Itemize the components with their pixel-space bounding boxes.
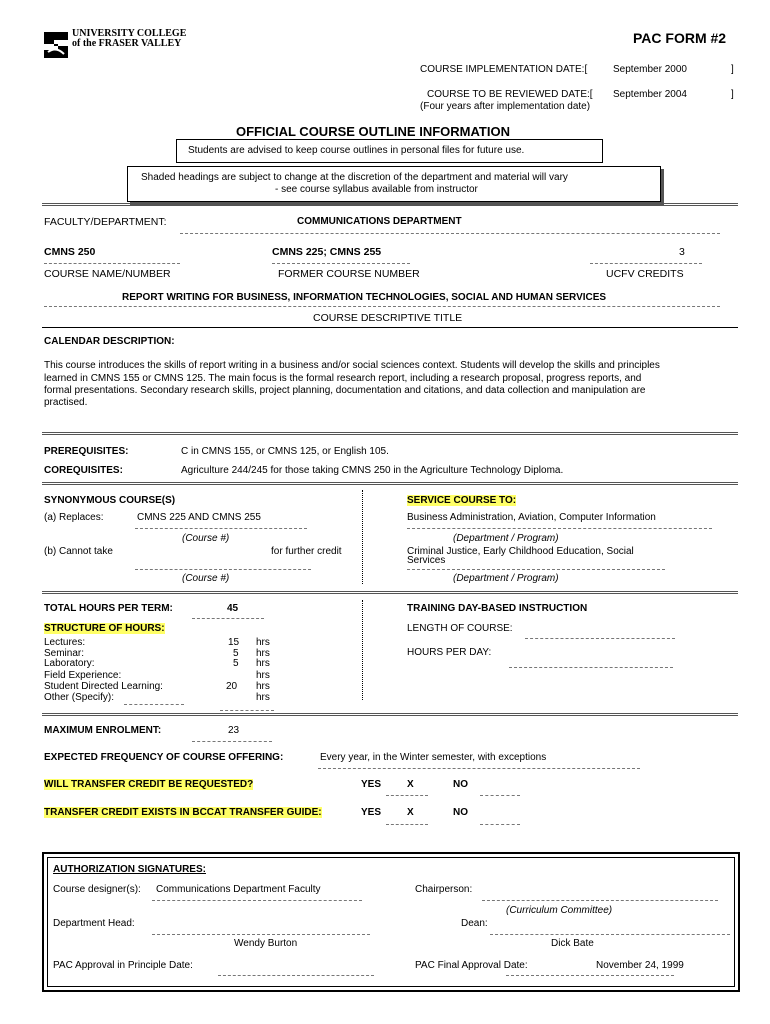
total-hours-line (192, 618, 264, 619)
bracket-column (362, 490, 366, 584)
hours-row-label: Field Experience: (44, 670, 122, 681)
transfer-yes-2: YES (361, 807, 382, 818)
service-line-1 (407, 528, 712, 529)
pac-final-line (506, 975, 674, 976)
calendar-label: CALENDAR DESCRIPTION: (44, 336, 175, 347)
impl-date-value: September 2000 (613, 64, 687, 75)
hours-row-unit: hrs (256, 648, 270, 659)
enrolment-label: MAXIMUM ENROLMENT: (44, 725, 162, 736)
structure-label: STRUCTURE OF HOURS: (44, 623, 165, 634)
enrolment-line (192, 741, 272, 742)
head-label: Department Head: (53, 918, 135, 929)
course-name-line (44, 263, 180, 264)
service-line-2 (407, 569, 665, 570)
service-label: SERVICE COURSE TO: (407, 495, 517, 506)
coreq-label: COREQUISITES: (44, 465, 123, 476)
dean-name: Dick Bate (551, 938, 594, 949)
replaces-label: (a) Replaces: (44, 512, 104, 523)
pac-final-label: PAC Final Approval Date: (415, 960, 528, 971)
transfer-question-2: TRANSFER CREDIT EXISTS IN BCCAT TRANSFER GUIDE: (44, 807, 322, 818)
pac-final-value: November 24, 1999 (596, 960, 684, 971)
pac-principle-line (218, 975, 374, 976)
faculty-value: COMMUNICATIONS DEPARTMENT (297, 216, 462, 227)
bracket-column (362, 600, 366, 700)
course-title-label: COURSE DESCRIPTIVE TITLE (313, 312, 463, 324)
hours-row-unit: hrs (256, 670, 270, 681)
frequency-value: Every year, in the Winter semester, with exceptions (320, 752, 547, 763)
hours-row-value: 5 (233, 648, 239, 659)
hours-row-unit: hrs (256, 658, 270, 669)
cannot-take-suffix: for further credit (271, 546, 342, 557)
calendar-line-2: learned in CMNS 155 or CMNS 125. The main focus is the formal research report, including a research proposal, progress reports, and (44, 373, 642, 384)
frequency-line (318, 768, 640, 769)
calendar-line-4: practised. (44, 397, 88, 408)
replaces-line (135, 528, 307, 529)
hours-row-unit: hrs (256, 637, 270, 648)
hours-row-unit: hrs (256, 681, 270, 692)
transfer-no-1: NO (453, 779, 468, 790)
former-course-line (272, 263, 410, 264)
hours-row-label: Lectures: (44, 637, 86, 648)
former-course-label: FORMER COURSE NUMBER (278, 268, 420, 280)
dean-line (490, 934, 730, 935)
divider (42, 432, 738, 435)
total-hours-value: 45 (227, 603, 239, 614)
coreq-value: Agriculture 244/245 for those taking CMNS 250 in the Agriculture Technology Diploma. (181, 465, 564, 476)
course-title-line (44, 306, 720, 307)
hours-row-label: Other (Specify): (44, 692, 115, 703)
review-date-close: ] (731, 89, 734, 100)
hours-row-value: 20 (226, 681, 238, 692)
transfer-no-line-1 (480, 795, 520, 796)
cannot-take-label: (b) Cannot take (44, 546, 113, 557)
transfer-no-2: NO (453, 807, 468, 818)
designer-line (152, 900, 362, 901)
transfer-question-1: WILL TRANSFER CREDIT BE REQUESTED? (44, 779, 254, 790)
logo-line-1: UNIVERSITY COLLEGE (72, 28, 187, 39)
synonymous-label: SYNONYMOUS COURSE(S) (44, 495, 176, 506)
hours-row-value: 15 (228, 637, 240, 648)
course-name-label: COURSE NAME/NUMBER (44, 268, 171, 280)
dept-hint-2: (Department / Program) (453, 573, 559, 584)
auth-title: AUTHORIZATION SIGNATURES: (53, 864, 206, 875)
transfer-yes-line-2 (386, 824, 428, 825)
chair-line (482, 900, 718, 901)
faculty-label: FACULTY/DEPARTMENT: (44, 216, 167, 228)
review-note: (Four years after implementation date) (420, 101, 591, 112)
hours-total-line (220, 710, 274, 711)
transfer-mark-1: X (407, 779, 414, 790)
prereq-value: C in CMNS 155, or CMNS 125, or English 105. (181, 446, 389, 457)
chair-label: Chairperson: (415, 884, 473, 895)
former-course-value: CMNS 225; CMNS 255 (272, 246, 382, 258)
hours-row-value: 5 (233, 658, 239, 669)
course-name-value: CMNS 250 (44, 246, 96, 258)
outline-title: OFFICIAL COURSE OUTLINE INFORMATION (236, 124, 510, 139)
frequency-label: EXPECTED FREQUENCY OF COURSE OFFERING: (44, 752, 284, 763)
shaded-note-line-1: Shaded headings are subject to change at the discretion of the department and material will vary (141, 172, 568, 183)
hours-per-day-label: HOURS PER DAY: (407, 647, 492, 658)
designer-label: Course designer(s): (53, 884, 141, 895)
hours-row-label: Seminar: (44, 648, 85, 659)
review-date-value: September 2004 (613, 89, 687, 100)
form-title: PAC FORM #2 (633, 30, 727, 46)
advice-box (176, 139, 603, 163)
credits-line (590, 263, 702, 264)
transfer-mark-2: X (407, 807, 414, 818)
credits-value: 3 (679, 246, 685, 258)
review-date-label: COURSE TO BE REVIEWED DATE:[ (427, 89, 593, 100)
transfer-yes-line-1 (386, 795, 428, 796)
divider (42, 591, 738, 594)
dept-hint-1: (Department / Program) (453, 533, 559, 544)
designer-value: Communications Department Faculty (156, 884, 321, 895)
head-name: Wendy Burton (234, 938, 298, 949)
divider (42, 327, 738, 328)
impl-date-close: ] (731, 64, 734, 75)
course-title-value: REPORT WRITING FOR BUSINESS, INFORMATION TECHNOLOGIES, SOCIAL AND HUMAN SERVICES (122, 292, 607, 303)
shaded-note-line-2: - see course syllabus available from instructor (275, 184, 478, 195)
service-value-2-line-1: Criminal Justice, Early Childhood Education, Social (407, 546, 634, 557)
hours-row-unit: hrs (256, 692, 270, 703)
ucfv-logo-icon (42, 30, 70, 60)
advice-text: Students are advised to keep course outlines in personal files for future use. (188, 145, 525, 156)
hours-per-day-line (509, 667, 673, 668)
hours-row-label: Student Directed Learning: (44, 681, 163, 692)
length-line (525, 638, 675, 639)
divider (42, 713, 738, 716)
enrolment-value: 23 (228, 725, 240, 736)
service-value-1: Business Administration, Aviation, Computer Information (407, 512, 656, 523)
calendar-line-1: This course introduces the skills of report writing in a business and/or social sciences context. Students will develop the skills and principles (44, 360, 660, 371)
dean-label: Dean: (461, 918, 488, 929)
divider (42, 203, 738, 206)
hours-other-line (124, 704, 184, 705)
logo-line-2: of the FRASER VALLEY (72, 38, 182, 49)
credits-label: UCFV CREDITS (606, 268, 684, 280)
chair-hint: (Curriculum Committee) (506, 905, 613, 916)
shaded-note-box (127, 166, 661, 202)
transfer-no-line-2 (480, 824, 520, 825)
divider (42, 482, 738, 485)
course-hint-1: (Course #) (182, 533, 230, 544)
calendar-line-3: formal presentations. Secondary research skills, project planning, documentation and citations, and data collection and manipulation are (44, 385, 646, 396)
head-line (152, 934, 370, 935)
prereq-label: PREREQUISITES: (44, 446, 129, 457)
hours-row-label: Laboratory: (44, 658, 95, 669)
faculty-line (180, 233, 720, 234)
pac-principle-label: PAC Approval in Principle Date: (53, 960, 193, 971)
course-hint-2: (Course #) (182, 573, 230, 584)
total-hours-label: TOTAL HOURS PER TERM: (44, 603, 173, 614)
impl-date-label: COURSE IMPLEMENTATION DATE:[ (420, 64, 588, 75)
service-value-2-line-2: Services (407, 555, 446, 566)
cannot-take-line (135, 569, 311, 570)
transfer-yes-1: YES (361, 779, 382, 790)
replaces-value: CMNS 225 AND CMNS 255 (137, 512, 261, 523)
length-label: LENGTH OF COURSE: (407, 623, 513, 634)
training-label: TRAINING DAY-BASED INSTRUCTION (407, 603, 588, 614)
